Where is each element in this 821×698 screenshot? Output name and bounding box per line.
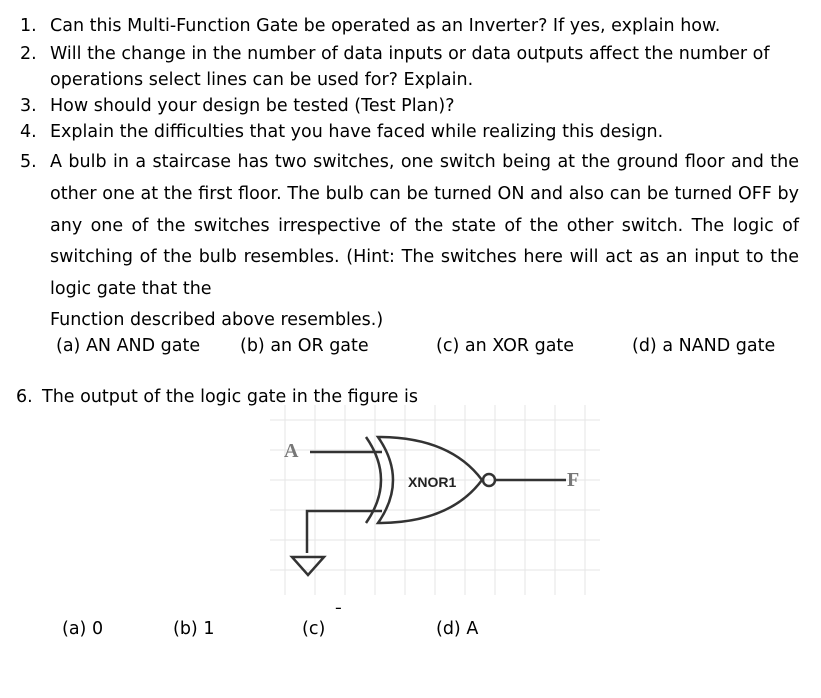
input-a-label: A — [284, 440, 299, 462]
xnor-gate-figure — [270, 405, 600, 595]
question-6-option-d: (d) A — [436, 619, 479, 639]
ground-icon — [292, 557, 324, 575]
question-5-text-line-6: Function described above resembles.) — [50, 310, 384, 330]
question-2-text-line-1: Will the change in the number of data inputs or data outputs affect the number of — [50, 44, 770, 64]
question-1-text: Can this Multi-Function Gate be operated as an Inverter? If yes, explain how. — [50, 16, 721, 36]
question-6-option-c-mark: ¯ — [334, 606, 343, 626]
question-5-text-line-4: switching of the bulb resembles. (Hint: The switches here will act as an input to the — [50, 247, 799, 267]
question-4-number: 4. — [20, 122, 37, 142]
question-5-text-line-1: A bulb in a staircase has two switches, one switch being at the ground floor and the — [50, 152, 799, 172]
question-3-text: How should your design be tested (Test Plan)? — [50, 96, 455, 116]
question-3-number: 3. — [20, 96, 37, 116]
output-f-label: F — [567, 469, 580, 491]
question-4-text: Explain the difficulties that you have faced while realizing this design. — [50, 122, 664, 142]
question-6-option-a: (a) 0 — [62, 619, 104, 639]
question-6-text: The output of the logic gate in the figure is — [42, 387, 418, 407]
question-2-number: 2. — [20, 44, 37, 64]
question-5-text-line-3: any one of the switches irrespective of the state of the other switch. The logic of — [50, 216, 799, 236]
gate-label: XNOR1 — [408, 474, 457, 490]
question-5-option-a: (a) AN AND gate — [56, 336, 201, 356]
question-6-option-b: (b) 1 — [173, 619, 215, 639]
question-2-text-line-2: operations select lines can be used for? Explain. — [50, 70, 474, 90]
question-6-number: 6. — [16, 387, 33, 407]
question-5-option-d: (d) a NAND gate — [632, 336, 776, 356]
question-5-number: 5. — [20, 152, 37, 172]
question-5-option-c: (c) an XOR gate — [436, 336, 575, 356]
question-6-option-c: (c) — [302, 619, 326, 639]
question-5-text-line-2: other one at the first floor. The bulb can be turned ON and also can be turned OFF by — [50, 184, 799, 204]
question-1-number: 1. — [20, 16, 37, 36]
question-5-text-line-5: logic gate that the — [50, 279, 212, 299]
figure-grid — [270, 405, 600, 595]
question-5-option-b: (b) an OR gate — [240, 336, 369, 356]
